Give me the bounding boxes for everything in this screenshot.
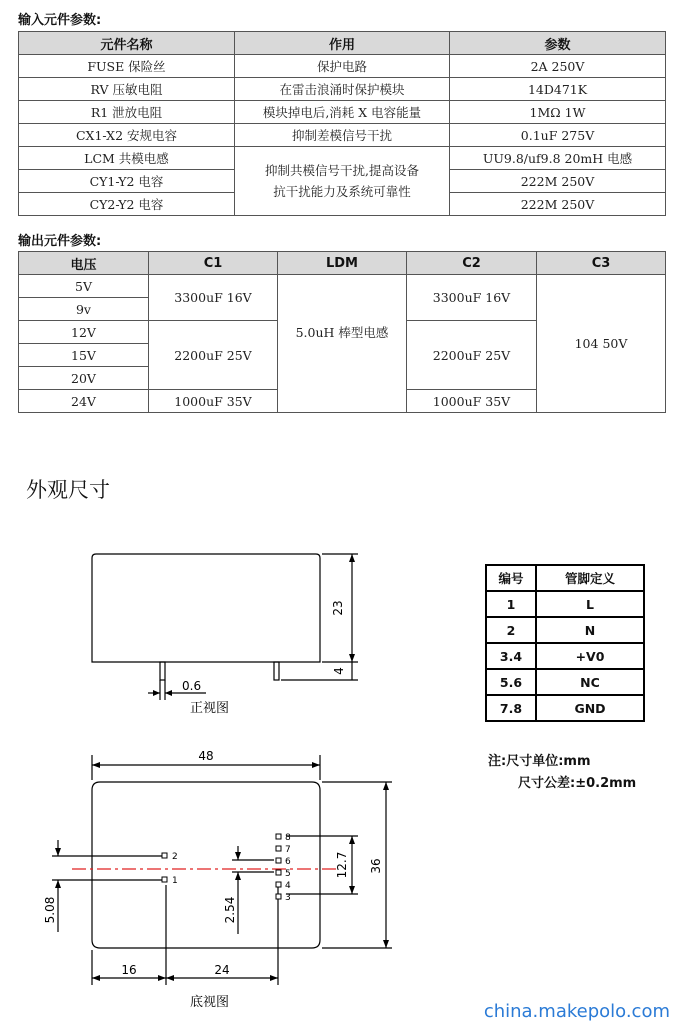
table-header-row [486,565,644,591]
bottom-view-label: 底视图 [190,995,230,1010]
input-parts-table [18,31,666,216]
header-function: 作用 [235,32,450,55]
cell-part-name: LCM 共模电感 [19,147,235,170]
header-c1: C1 [149,252,278,275]
dim-5-08: 5.08 [43,896,57,924]
cell-c2: 2200uF 25V [407,321,537,390]
header-part-name: 元件名称 [19,32,235,55]
pin-label: 2 [172,852,178,862]
table-header-row [19,32,666,55]
cell-pin-number: 5.6 [486,669,536,695]
cell-function: 保护电路 [235,55,450,78]
front-pin-left [160,662,165,680]
table-row [19,55,666,78]
header-parameter: 参数 [450,32,666,55]
pin-label: 8 [285,833,291,843]
cell-function: 在雷击浪涌时保护模块 [235,78,450,101]
cell-voltage: 24V [19,390,149,413]
cell-c3: 104 50V [537,275,666,413]
cell-parameter: 14D471K [450,78,666,101]
pin-label: 6 [285,857,291,867]
dim-width-bottom: 48 [198,749,214,763]
cell-c2: 1000uF 35V [407,390,537,413]
dim-2-54: 2.54 [223,896,237,924]
pin-1 [162,877,167,882]
cell-pin-definition: L [536,591,644,617]
note-tolerance: 尺寸公差:±0.2mm [518,776,637,791]
table-row [486,695,644,721]
cell-part-name: RV 压敏电阻 [19,78,235,101]
header-voltage: 电压 [19,252,149,275]
cell-parameter: 2A 250V [450,55,666,78]
dim-12-7: 12.7 [335,851,349,879]
cell-function: 抑制差模信号干扰 [235,124,450,147]
dim-pin-length: 4 [332,667,346,675]
cell-pin-number: 2 [486,617,536,643]
cell-function-merged [235,147,450,216]
pin-4 [276,882,281,887]
output-section-title: 输出元件参数: [18,234,102,249]
cell-pin-number: 3.4 [486,643,536,669]
watermark: china.makepolo.com [483,1001,670,1022]
cell-c1: 3300uF 16V [149,275,278,321]
pin-5 [276,870,281,875]
header-pin-number: 编号 [486,565,536,591]
dimensions-title: 外观尺寸 [26,478,110,502]
pin-2 [162,853,167,858]
table-row [19,147,666,170]
cell-part-name: CX1-X2 安规电容 [19,124,235,147]
front-view-body [92,554,320,662]
table-row [486,591,644,617]
pin-8 [276,834,281,839]
cell-pin-number: 1 [486,591,536,617]
dim-pin-width: 0.6 [182,679,202,693]
cell-c2: 3300uF 16V [407,275,537,321]
cell-voltage: 12V [19,321,149,344]
table-row [19,275,666,298]
table-row [19,78,666,101]
cell-part-name: CY1-Y2 电容 [19,170,235,193]
table-row [486,669,644,695]
cell-c1: 2200uF 25V [149,321,278,390]
cell-pin-definition: N [536,617,644,643]
cell-voltage: 15V [19,344,149,367]
cell-c1: 1000uF 35V [149,390,278,413]
cell-voltage: 9v [19,298,149,321]
header-c3: C3 [537,252,666,275]
front-view-label: 正视图 [190,701,230,716]
table-row [19,101,666,124]
table-header-row [19,252,666,275]
cell-part-name: R1 泄放电阻 [19,101,235,124]
function-line-2: 抗干扰能力及系统可靠性 [273,184,411,199]
pin-label: 1 [172,876,178,886]
pin-6 [276,858,281,863]
output-parts-table [18,251,666,413]
dim-16: 16 [121,963,137,977]
header-ldm: LDM [278,252,407,275]
pin-label: 4 [285,881,291,891]
cell-parameter: 222M 250V [450,193,666,216]
dim-24: 24 [214,963,230,977]
function-line-1: 抑制共模信号干扰,提高设备 [265,163,419,178]
cell-part-name: CY2-Y2 电容 [19,193,235,216]
cell-pin-definition: +V0 [536,643,644,669]
cell-ldm: 5.0uH 棒型电感 [278,275,407,413]
input-section-title: 输入元件参数: [18,13,102,28]
cell-pin-definition: GND [536,695,644,721]
cell-voltage: 20V [19,367,149,390]
dim-height-front: 23 [331,600,345,616]
cell-pin-definition: NC [536,669,644,695]
cell-parameter: 0.1uF 275V [450,124,666,147]
pin-definition-table [485,564,645,722]
cell-function: 模块掉电后,消耗 X 电容能量 [235,101,450,124]
cell-part-name: FUSE 保险丝 [19,55,235,78]
cell-pin-number: 7.8 [486,695,536,721]
pin-7 [276,846,281,851]
cell-voltage: 5V [19,275,149,298]
table-row [19,124,666,147]
front-pin-right [274,662,279,680]
header-pin-definition: 管脚定义 [536,565,644,591]
pin-label: 3 [285,893,291,903]
cell-parameter: UU9.8/uf9.8 20mH 电感 [450,147,666,170]
pin-3 [276,894,281,899]
pin-label: 7 [285,845,291,855]
cell-parameter: 222M 250V [450,170,666,193]
header-c2: C2 [407,252,537,275]
table-row [486,617,644,643]
note-unit: 注:尺寸单位:mm [488,754,591,769]
cell-parameter: 1MΩ 1W [450,101,666,124]
pin-label: 5 [285,869,291,879]
table-row [486,643,644,669]
dim-height-bottom: 36 [369,858,383,874]
